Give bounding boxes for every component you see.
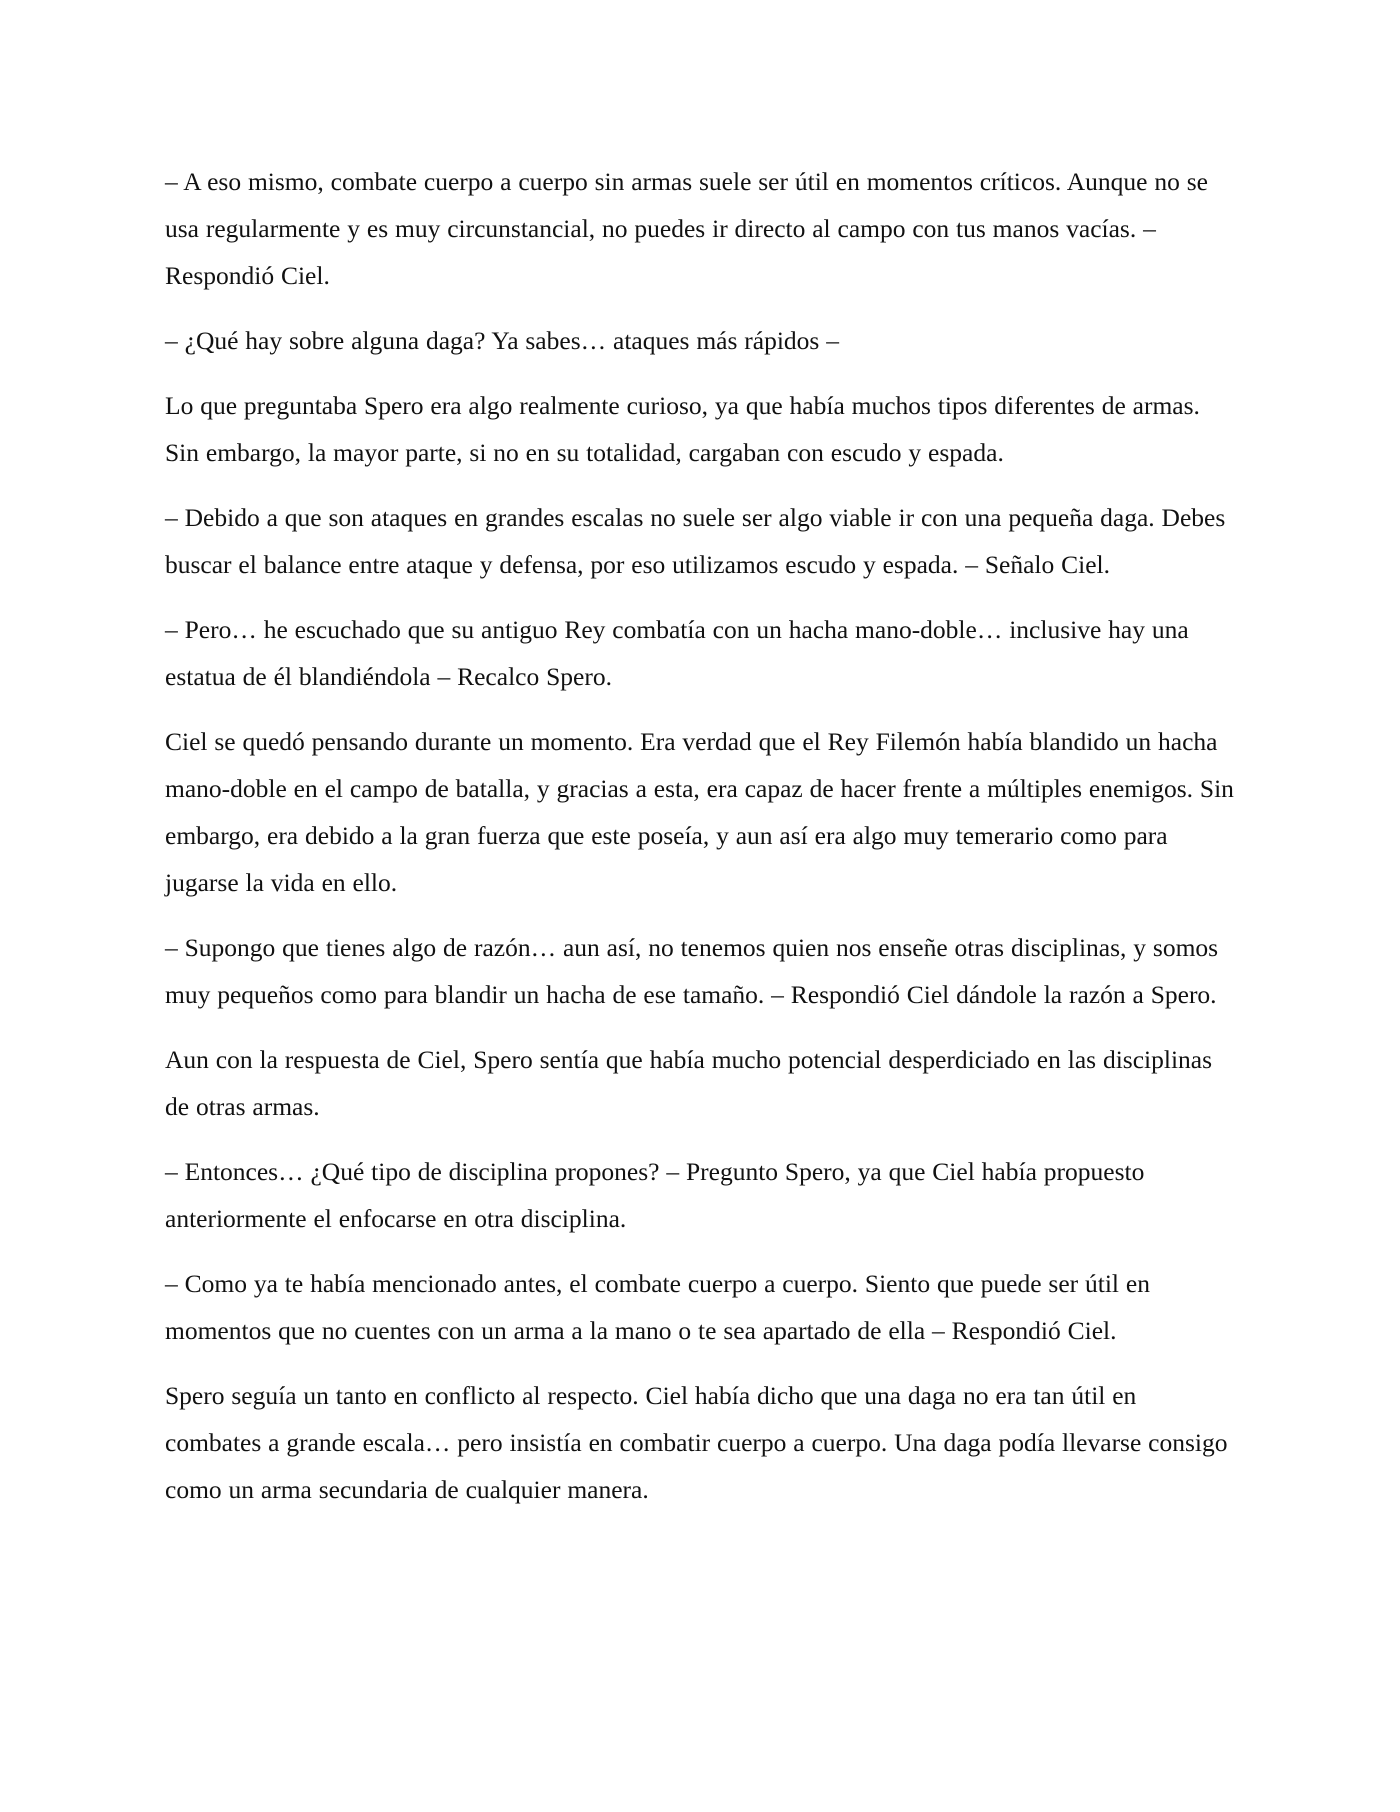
paragraph: Lo que preguntaba Spero era algo realmente curioso, ya que había muchos tipos diferentes de armas. Sin embargo, la mayor parte, si no en su totalidad, cargaban con escudo y espada.: [165, 391, 1200, 467]
paragraph: – Como ya te había mencionado antes, el combate cuerpo a cuerpo. Siento que puede ser útil en momentos que no cuentes con un arma a la mano o te sea apartado de ella – Respondió Ciel.: [165, 1269, 1150, 1345]
paragraph: – Entonces… ¿Qué tipo de disciplina propones? – Pregunto Spero, ya que Ciel había propuesto anteriormente el enfocarse en otra disciplina.: [165, 1157, 1145, 1233]
paragraph: – Pero… he escuchado que su antiguo Rey combatía con un hacha mano-doble… inclusive hay una estatua de él blandiéndola – Recalco Spero.: [165, 615, 1189, 691]
paragraph: – Debido a que son ataques en grandes escalas no suele ser algo viable ir con una pequeña daga. Debes buscar el balance entre ataque y defensa, por eso utilizamos escudo y espada. – Señalo Ciel.: [165, 503, 1226, 579]
paragraph: Spero seguía un tanto en conflicto al respecto. Ciel había dicho que una daga no era tan útil en combates a grande escala… pero insistía en combatir cuerpo a cuerpo. Una daga podía llevarse consigo como un arma secundaria de cualquier manera.: [165, 1381, 1228, 1504]
paragraph: – A eso mismo, combate cuerpo a cuerpo sin armas suele ser útil en momentos críticos. Aunque no se usa regularmente y es muy circunstancial, no puedes ir directo al campo con tus manos vacías. – Respondió Ciel.: [165, 167, 1208, 290]
paragraph: – ¿Qué hay sobre alguna daga? Ya sabes… ataques más rápidos –: [165, 326, 839, 355]
document-body: [165, 158, 1235, 1531]
paragraph: Ciel se quedó pensando durante un momento. Era verdad que el Rey Filemón había blandido un hacha mano-doble en el campo de batalla, y gracias a esta, era capaz de hacer frente a múltiples enemigos. Sin embargo, era debido a la gran fuerza que este poseía, y aun así era algo muy temerario como para jugarse la vida en ello.: [165, 727, 1234, 897]
paragraph: Aun con la respuesta de Ciel, Spero sentía que había mucho potencial desperdiciado en las disciplinas de otras armas.: [165, 1045, 1213, 1121]
paragraph: – Supongo que tienes algo de razón… aun así, no tenemos quien nos enseñe otras disciplinas, y somos muy pequeños como para blandir un hacha de ese tamaño. – Respondió Ciel dándole la razón a Spero.: [165, 933, 1219, 1009]
